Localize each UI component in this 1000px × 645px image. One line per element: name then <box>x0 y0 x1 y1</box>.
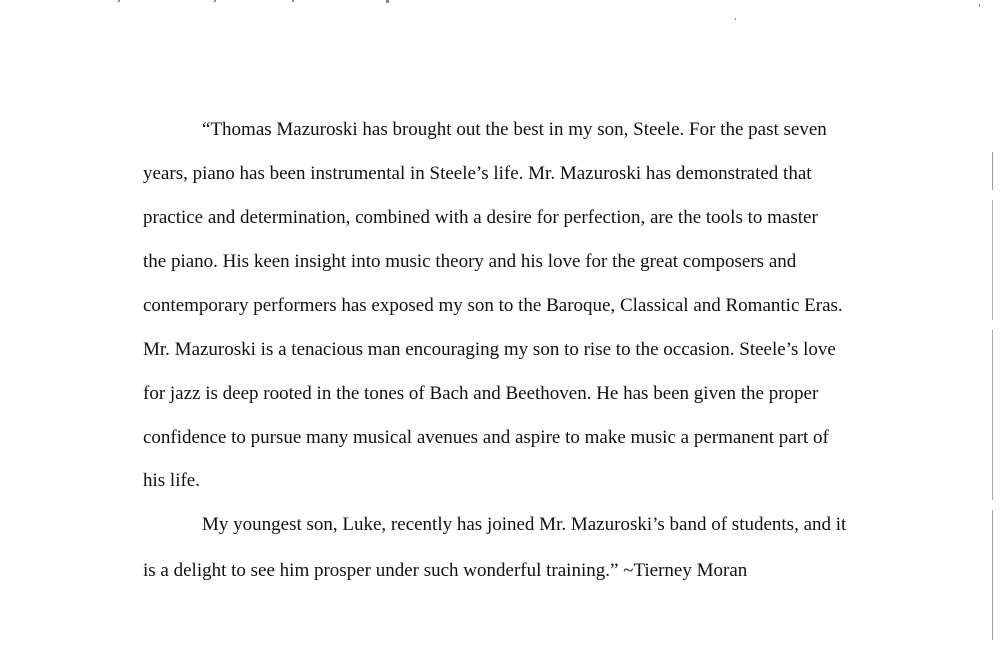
paragraph-1-line-7: for jazz is deep rooted in the tones of Bach and Beethoven. He has been given the proper <box>143 383 819 404</box>
paragraph-1-line-6: Mr. Mazuroski is a tenacious man encouraging my son to rise to the occasion. Steele’s love <box>143 339 836 360</box>
scan-mark-top-2 <box>214 0 216 2</box>
paragraph-1-line-3: practice and determination, combined with a desire for perfection, are the tools to master <box>143 207 818 228</box>
scan-mark-top-5 <box>735 18 736 20</box>
paragraph-1-line-4: the piano. His keen insight into music theory and his love for the great composers and <box>143 251 797 272</box>
paragraph-1-line-9: his life. <box>143 470 200 491</box>
paragraph-1-line-8: confidence to pursue many musical avenues and aspire to make music a permanent part of <box>143 427 829 448</box>
paragraph-2-line-1: My youngest son, Luke, recently has joined Mr. Mazuroski’s band of students, and it <box>202 514 847 535</box>
scan-edge-line-1 <box>992 152 993 190</box>
scan-mark-top-3 <box>292 0 294 2</box>
scan-mark-top-4 <box>386 0 389 3</box>
paragraph-2-line-2: is a delight to see him prosper under such wonderful training.” ~Tierney Moran <box>143 560 748 581</box>
paragraph-1-line-2: years, piano has been instrumental in Steele’s life. Mr. Mazuroski has demonstrated that <box>143 163 812 184</box>
scan-mark-top-1 <box>118 0 120 2</box>
scan-edge-line-3 <box>992 330 993 500</box>
paragraph-1-line-5: contemporary performers has exposed my son to the Baroque, Classical and Romantic Eras. <box>143 295 843 316</box>
paragraph-1-line-1: “Thomas Mazuroski has brought out the best in my son, Steele. For the past seven <box>202 119 827 140</box>
scan-mark-edge-top <box>979 4 980 7</box>
scan-edge-line-2 <box>992 200 993 320</box>
scan-edge-line-4 <box>992 510 993 640</box>
